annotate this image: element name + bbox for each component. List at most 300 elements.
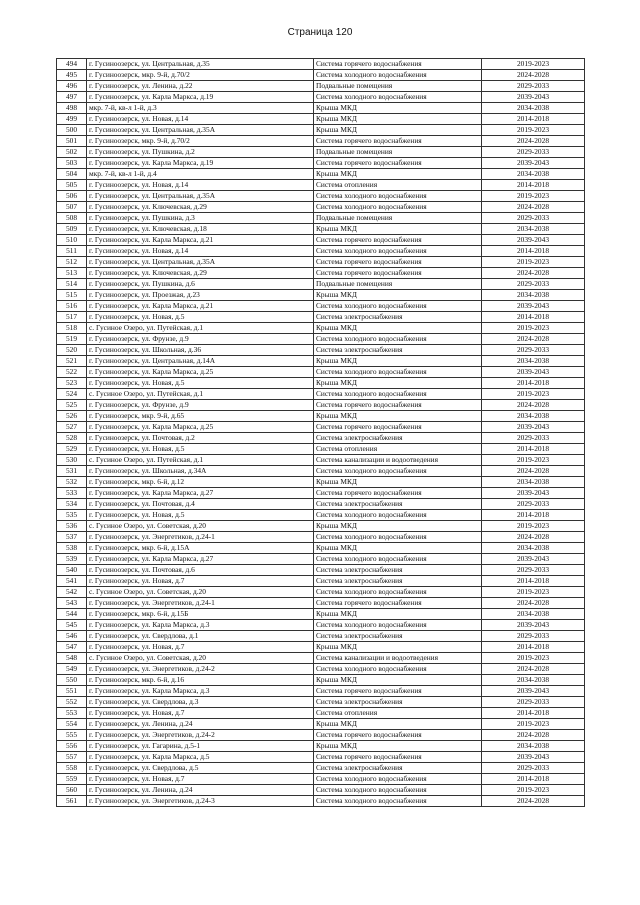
row-number-cell: 527 (57, 422, 87, 433)
system-cell: Система электроснабжения (314, 499, 482, 510)
row-number-cell: 531 (57, 466, 87, 477)
period-cell: 2034-2038 (482, 609, 585, 620)
table-row (57, 598, 585, 609)
row-number-cell: 538 (57, 543, 87, 554)
period-cell: 2019-2023 (482, 785, 585, 796)
row-number-cell: 495 (57, 70, 87, 81)
table-row (57, 532, 585, 543)
row-number-cell: 511 (57, 246, 87, 257)
period-cell: 2014-2018 (482, 246, 585, 257)
row-number-cell: 506 (57, 191, 87, 202)
system-cell: Система горячего водоснабжения (314, 400, 482, 411)
period-cell: 2024-2028 (482, 598, 585, 609)
row-number-cell: 542 (57, 587, 87, 598)
period-cell: 2019-2023 (482, 455, 585, 466)
address-cell: г. Гусиноозерск, ул. Карла Маркса, д.3 (87, 686, 314, 697)
address-cell: г. Гусиноозерск, ул. Новая, д.14 (87, 114, 314, 125)
period-cell: 2024-2028 (482, 70, 585, 81)
row-number-cell: 500 (57, 125, 87, 136)
address-cell: г. Гусиноозерск, ул. Ленина, д.24 (87, 719, 314, 730)
system-cell: Система электроснабжения (314, 345, 482, 356)
address-cell: г. Гусиноозерск, ул. Центральная, д.35 (87, 59, 314, 70)
period-cell: 2024-2028 (482, 796, 585, 807)
period-cell: 2024-2028 (482, 664, 585, 675)
system-cell: Система холодного водоснабжения (314, 510, 482, 521)
address-cell: г. Гусиноозерск, ул. Центральная, д.35А (87, 191, 314, 202)
row-number-cell: 524 (57, 389, 87, 400)
address-cell: г. Гусиноозерск, ул. Карла Маркса, д.19 (87, 158, 314, 169)
address-cell: г. Гусиноозерск, ул. Почтовая, д.4 (87, 499, 314, 510)
address-cell: г. Гусиноозерск, ул. Карла Маркса, д.19 (87, 92, 314, 103)
address-cell: г. Гусиноозерск, ул. Карла Маркса, д.25 (87, 422, 314, 433)
address-cell: г. Гусиноозерск, ул. Новая, д.14 (87, 246, 314, 257)
address-cell: с. Гусиное Озеро, ул. Путейская, д.1 (87, 389, 314, 400)
address-cell: г. Гусиноозерск, мкр. 9-й, д.70/2 (87, 70, 314, 81)
row-number-cell: 549 (57, 664, 87, 675)
table-row (57, 631, 585, 642)
address-cell: г. Гусиноозерск, ул. Ключевская, д.29 (87, 268, 314, 279)
system-cell: Крыша МКД (314, 675, 482, 686)
row-number-cell: 539 (57, 554, 87, 565)
row-number-cell: 536 (57, 521, 87, 532)
table-row (57, 81, 585, 92)
system-cell: Крыша МКД (314, 290, 482, 301)
row-number-cell: 501 (57, 136, 87, 147)
row-number-cell: 507 (57, 202, 87, 213)
row-number-cell: 513 (57, 268, 87, 279)
table-row (57, 279, 585, 290)
period-cell: 2034-2038 (482, 103, 585, 114)
row-number-cell: 533 (57, 488, 87, 499)
table-row (57, 169, 585, 180)
address-cell: г. Гусиноозерск, ул. Гагарина, д.5-1 (87, 741, 314, 752)
address-cell: г. Гусиноозерск, ул. Энергетиков, д.24-2 (87, 664, 314, 675)
system-cell: Крыша МКД (314, 741, 482, 752)
row-number-cell: 529 (57, 444, 87, 455)
system-cell: Крыша МКД (314, 378, 482, 389)
period-cell: 2019-2023 (482, 653, 585, 664)
row-number-cell: 494 (57, 59, 87, 70)
table-row (57, 774, 585, 785)
address-cell: г. Гусиноозерск, ул. Центральная, д.14А (87, 356, 314, 367)
address-cell: г. Гусиноозерск, ул. Фрунзе, д.9 (87, 400, 314, 411)
period-cell: 2039-2043 (482, 686, 585, 697)
address-cell: г. Гусиноозерск, ул. Карла Маркса, д.25 (87, 367, 314, 378)
address-cell: г. Гусиноозерск, ул. Фрунзе, д.9 (87, 334, 314, 345)
table-row (57, 543, 585, 554)
table-row (57, 147, 585, 158)
period-cell: 2014-2018 (482, 378, 585, 389)
row-number-cell: 546 (57, 631, 87, 642)
row-number-cell: 496 (57, 81, 87, 92)
address-cell: г. Гусиноозерск, ул. Свердлова, д.3 (87, 697, 314, 708)
row-number-cell: 504 (57, 169, 87, 180)
table-row (57, 444, 585, 455)
table-row (57, 257, 585, 268)
table-row (57, 158, 585, 169)
period-cell: 2034-2038 (482, 169, 585, 180)
period-cell: 2039-2043 (482, 301, 585, 312)
period-cell: 2019-2023 (482, 389, 585, 400)
row-number-cell: 518 (57, 323, 87, 334)
row-number-cell: 550 (57, 675, 87, 686)
address-cell: г. Гусиноозерск, ул. Ключевская, д.29 (87, 202, 314, 213)
period-cell: 2019-2023 (482, 587, 585, 598)
period-cell: 2034-2038 (482, 543, 585, 554)
address-cell: г. Гусиноозерск, ул. Энергетиков, д.24-3 (87, 796, 314, 807)
table-row (57, 763, 585, 774)
system-cell: Система холодного водоснабжения (314, 796, 482, 807)
row-number-cell: 528 (57, 433, 87, 444)
system-cell: Система электроснабжения (314, 576, 482, 587)
address-cell: г. Гусиноозерск, ул. Новая, д.5 (87, 510, 314, 521)
address-cell: г. Гусиноозерск, ул. Энергетиков, д.24-2 (87, 730, 314, 741)
system-cell: Крыша МКД (314, 114, 482, 125)
system-cell: Крыша МКД (314, 356, 482, 367)
table-row (57, 224, 585, 235)
system-cell: Крыша МКД (314, 103, 482, 114)
table-row (57, 565, 585, 576)
table-row (57, 356, 585, 367)
address-cell: г. Гусиноозерск, ул. Новая, д.5 (87, 378, 314, 389)
row-number-cell: 543 (57, 598, 87, 609)
address-cell: г. Гусиноозерск, ул. Центральная, д.35А (87, 257, 314, 268)
table-row (57, 609, 585, 620)
row-number-cell: 517 (57, 312, 87, 323)
period-cell: 2039-2043 (482, 752, 585, 763)
table-row (57, 675, 585, 686)
system-cell: Система холодного водоснабжения (314, 367, 482, 378)
table-row (57, 235, 585, 246)
period-cell: 2019-2023 (482, 59, 585, 70)
address-cell: г. Гусиноозерск, мкр. 6-й, д.15А (87, 543, 314, 554)
period-cell: 2039-2043 (482, 235, 585, 246)
address-cell: мкр. 7-й, кв-л 1-й, д.4 (87, 169, 314, 180)
address-cell: г. Гусиноозерск, ул. Карла Маркса, д.5 (87, 752, 314, 763)
row-number-cell: 502 (57, 147, 87, 158)
system-cell: Система горячего водоснабжения (314, 730, 482, 741)
period-cell: 2024-2028 (482, 136, 585, 147)
address-cell: г. Гусиноозерск, мкр. 6-й, д.12 (87, 477, 314, 488)
period-cell: 2014-2018 (482, 708, 585, 719)
row-number-cell: 519 (57, 334, 87, 345)
system-cell: Система холодного водоснабжения (314, 532, 482, 543)
address-cell: г. Гусиноозерск, ул. Ленина, д.24 (87, 785, 314, 796)
row-number-cell: 497 (57, 92, 87, 103)
system-cell: Система холодного водоснабжения (314, 389, 482, 400)
period-cell: 2014-2018 (482, 444, 585, 455)
address-cell: г. Гусиноозерск, ул. Карла Маркса, д.21 (87, 301, 314, 312)
address-cell: с. Гусиное Озеро, ул. Советская, д.20 (87, 653, 314, 664)
address-cell: г. Гусиноозерск, ул. Новая, д.5 (87, 444, 314, 455)
system-cell: Система холодного водоснабжения (314, 301, 482, 312)
period-cell: 2014-2018 (482, 312, 585, 323)
row-number-cell: 544 (57, 609, 87, 620)
address-cell: г. Гусиноозерск, ул. Ленина, д.22 (87, 81, 314, 92)
row-number-cell: 523 (57, 378, 87, 389)
table-row (57, 268, 585, 279)
system-cell: Система электроснабжения (314, 697, 482, 708)
period-cell: 2039-2043 (482, 422, 585, 433)
row-number-cell: 558 (57, 763, 87, 774)
system-cell: Система электроснабжения (314, 565, 482, 576)
period-cell: 2019-2023 (482, 323, 585, 334)
system-cell: Крыша МКД (314, 609, 482, 620)
period-cell: 2029-2033 (482, 279, 585, 290)
page-title: Страница 120 (287, 27, 353, 38)
period-cell: 2014-2018 (482, 114, 585, 125)
table-row (57, 653, 585, 664)
system-cell: Крыша МКД (314, 125, 482, 136)
row-number-cell: 515 (57, 290, 87, 301)
system-cell: Крыша МКД (314, 521, 482, 532)
period-cell: 2034-2038 (482, 356, 585, 367)
row-number-cell: 530 (57, 455, 87, 466)
system-cell: Система канализации и водоотведения (314, 455, 482, 466)
system-cell: Система электроснабжения (314, 763, 482, 774)
system-cell: Крыша МКД (314, 719, 482, 730)
table-row (57, 510, 585, 521)
system-cell: Подвальные помещения (314, 147, 482, 158)
system-cell: Система холодного водоснабжения (314, 554, 482, 565)
period-cell: 2034-2038 (482, 224, 585, 235)
row-number-cell: 555 (57, 730, 87, 741)
table-row (57, 180, 585, 191)
table-row (57, 796, 585, 807)
row-number-cell: 534 (57, 499, 87, 510)
address-cell: г. Гусиноозерск, ул. Новая, д.7 (87, 642, 314, 653)
table-row (57, 312, 585, 323)
table-row (57, 521, 585, 532)
table-row (57, 554, 585, 565)
table-row (57, 664, 585, 675)
address-cell: г. Гусиноозерск, ул. Школьная, д.34А (87, 466, 314, 477)
period-cell: 2034-2038 (482, 741, 585, 752)
row-number-cell: 547 (57, 642, 87, 653)
row-number-cell: 561 (57, 796, 87, 807)
address-cell: г. Гусиноозерск, ул. Центральная, д.35А (87, 125, 314, 136)
address-cell: мкр. 7-й, кв-л 1-й, д.3 (87, 103, 314, 114)
address-cell: г. Гусиноозерск, ул. Почтовая, д.6 (87, 565, 314, 576)
address-cell: г. Гусиноозерск, ул. Новая, д.5 (87, 312, 314, 323)
period-cell: 2039-2043 (482, 367, 585, 378)
row-number-cell: 553 (57, 708, 87, 719)
row-number-cell: 522 (57, 367, 87, 378)
period-cell: 2019-2023 (482, 521, 585, 532)
period-cell: 2034-2038 (482, 477, 585, 488)
system-cell: Подвальные помещения (314, 81, 482, 92)
table-row (57, 92, 585, 103)
period-cell: 2024-2028 (482, 400, 585, 411)
table-row (57, 785, 585, 796)
address-cell: г. Гусиноозерск, ул. Школьная, д.36 (87, 345, 314, 356)
system-cell: Крыша МКД (314, 477, 482, 488)
period-cell: 2039-2043 (482, 158, 585, 169)
table-row (57, 301, 585, 312)
row-number-cell: 540 (57, 565, 87, 576)
table-row (57, 587, 585, 598)
period-cell: 2029-2033 (482, 81, 585, 92)
address-cell: г. Гусиноозерск, мкр. 9-й, д.70/2 (87, 136, 314, 147)
table-row (57, 455, 585, 466)
table-row (57, 59, 585, 70)
period-cell: 2029-2033 (482, 345, 585, 356)
row-number-cell: 554 (57, 719, 87, 730)
table-row (57, 433, 585, 444)
table-row (57, 642, 585, 653)
address-cell: г. Гусиноозерск, ул. Проезжая, д.23 (87, 290, 314, 301)
address-cell: г. Гусиноозерск, ул. Карла Маркса, д.21 (87, 235, 314, 246)
address-cell: г. Гусиноозерск, мкр. 6-й, д.16 (87, 675, 314, 686)
system-cell: Подвальные помещения (314, 279, 482, 290)
period-cell: 2019-2023 (482, 257, 585, 268)
period-cell: 2039-2043 (482, 488, 585, 499)
system-cell: Система холодного водоснабжения (314, 246, 482, 257)
period-cell: 2034-2038 (482, 290, 585, 301)
period-cell: 2024-2028 (482, 466, 585, 477)
period-cell: 2029-2033 (482, 213, 585, 224)
system-cell: Система холодного водоснабжения (314, 92, 482, 103)
period-cell: 2024-2028 (482, 532, 585, 543)
row-number-cell: 559 (57, 774, 87, 785)
table-row (57, 620, 585, 631)
row-number-cell: 508 (57, 213, 87, 224)
system-cell: Система горячего водоснабжения (314, 268, 482, 279)
period-cell: 2014-2018 (482, 576, 585, 587)
system-cell: Подвальные помещения (314, 213, 482, 224)
system-cell: Система отопления (314, 180, 482, 191)
address-cell: г. Гусиноозерск, мкр. 6-й, д.15Б (87, 609, 314, 620)
row-number-cell: 498 (57, 103, 87, 114)
period-cell: 2014-2018 (482, 642, 585, 653)
table-row (57, 488, 585, 499)
system-cell: Система горячего водоснабжения (314, 488, 482, 499)
table-row (57, 686, 585, 697)
table-row (57, 378, 585, 389)
row-number-cell: 556 (57, 741, 87, 752)
period-cell: 2029-2033 (482, 499, 585, 510)
table-row (57, 136, 585, 147)
row-number-cell: 510 (57, 235, 87, 246)
row-number-cell: 551 (57, 686, 87, 697)
system-cell: Система горячего водоснабжения (314, 752, 482, 763)
table-row (57, 246, 585, 257)
table-row (57, 730, 585, 741)
system-cell: Система горячего водоснабжения (314, 598, 482, 609)
system-cell: Система отопления (314, 708, 482, 719)
period-cell: 2029-2033 (482, 763, 585, 774)
table-row (57, 708, 585, 719)
table-row (57, 477, 585, 488)
period-cell: 2029-2033 (482, 697, 585, 708)
table-row (57, 499, 585, 510)
system-cell: Система холодного водоснабжения (314, 664, 482, 675)
system-cell: Система горячего водоснабжения (314, 422, 482, 433)
row-number-cell: 532 (57, 477, 87, 488)
system-cell: Система холодного водоснабжения (314, 70, 482, 81)
row-number-cell: 505 (57, 180, 87, 191)
table-row (57, 697, 585, 708)
row-number-cell: 541 (57, 576, 87, 587)
system-cell: Система холодного водоснабжения (314, 466, 482, 477)
address-cell: г. Гусиноозерск, ул. Энергетиков, д.24-1 (87, 598, 314, 609)
row-number-cell: 560 (57, 785, 87, 796)
system-cell: Система канализации и водоотведения (314, 653, 482, 664)
address-cell: г. Гусиноозерск, ул. Ключевская, д.18 (87, 224, 314, 235)
address-cell: г. Гусиноозерск, ул. Карла Маркса, д.27 (87, 554, 314, 565)
system-cell: Крыша МКД (314, 323, 482, 334)
period-cell: 2029-2033 (482, 433, 585, 444)
period-cell: 2019-2023 (482, 191, 585, 202)
address-cell: с. Гусиное Озеро, ул. Советская, д.20 (87, 587, 314, 598)
table-row (57, 323, 585, 334)
address-cell: г. Гусиноозерск, ул. Пушкина, д.6 (87, 279, 314, 290)
system-cell: Система горячего водоснабжения (314, 235, 482, 246)
system-cell: Крыша МКД (314, 543, 482, 554)
row-number-cell: 516 (57, 301, 87, 312)
system-cell: Крыша МКД (314, 411, 482, 422)
address-cell: г. Гусиноозерск, ул. Карла Маркса, д.3 (87, 620, 314, 631)
address-cell: г. Гусиноозерск, ул. Энергетиков, д.24-1 (87, 532, 314, 543)
table-row (57, 422, 585, 433)
address-cell: г. Гусиноозерск, ул. Свердлова, д.1 (87, 631, 314, 642)
system-cell: Система электроснабжения (314, 433, 482, 444)
table-body (57, 59, 585, 807)
address-cell: с. Гусиное Озеро, ул. Советская, д.20 (87, 521, 314, 532)
table-row (57, 466, 585, 477)
period-cell: 2039-2043 (482, 620, 585, 631)
system-cell: Крыша МКД (314, 169, 482, 180)
row-number-cell: 520 (57, 345, 87, 356)
row-number-cell: 509 (57, 224, 87, 235)
system-cell: Система горячего водоснабжения (314, 136, 482, 147)
row-number-cell: 548 (57, 653, 87, 664)
system-cell: Система горячего водоснабжения (314, 257, 482, 268)
table-row (57, 367, 585, 378)
system-cell: Система холодного водоснабжения (314, 202, 482, 213)
table-row (57, 125, 585, 136)
period-cell: 2029-2033 (482, 147, 585, 158)
table-row (57, 213, 585, 224)
system-cell: Система холодного водоснабжения (314, 785, 482, 796)
table-row (57, 576, 585, 587)
system-cell: Система холодного водоснабжения (314, 620, 482, 631)
table-row (57, 202, 585, 213)
period-cell: 2029-2033 (482, 631, 585, 642)
row-number-cell: 503 (57, 158, 87, 169)
row-number-cell: 535 (57, 510, 87, 521)
system-cell: Система холодного водоснабжения (314, 191, 482, 202)
table-row (57, 411, 585, 422)
address-cell: с. Гусиное Озеро, ул. Путейская, д.1 (87, 323, 314, 334)
table-row (57, 191, 585, 202)
row-number-cell: 526 (57, 411, 87, 422)
period-cell: 2019-2023 (482, 719, 585, 730)
address-cell: г. Гусиноозерск, ул. Новая, д.7 (87, 576, 314, 587)
period-cell: 2019-2023 (482, 125, 585, 136)
period-cell: 2024-2028 (482, 202, 585, 213)
row-number-cell: 545 (57, 620, 87, 631)
period-cell: 2014-2018 (482, 774, 585, 785)
address-cell: г. Гусиноозерск, ул. Новая, д.7 (87, 774, 314, 785)
period-cell: 2034-2038 (482, 675, 585, 686)
address-cell: г. Гусиноозерск, мкр. 9-й, д.65 (87, 411, 314, 422)
period-cell: 2024-2028 (482, 334, 585, 345)
address-cell: г. Гусиноозерск, ул. Пушкина, д.3 (87, 213, 314, 224)
row-number-cell: 512 (57, 257, 87, 268)
row-number-cell: 557 (57, 752, 87, 763)
system-cell: Система отопления (314, 444, 482, 455)
